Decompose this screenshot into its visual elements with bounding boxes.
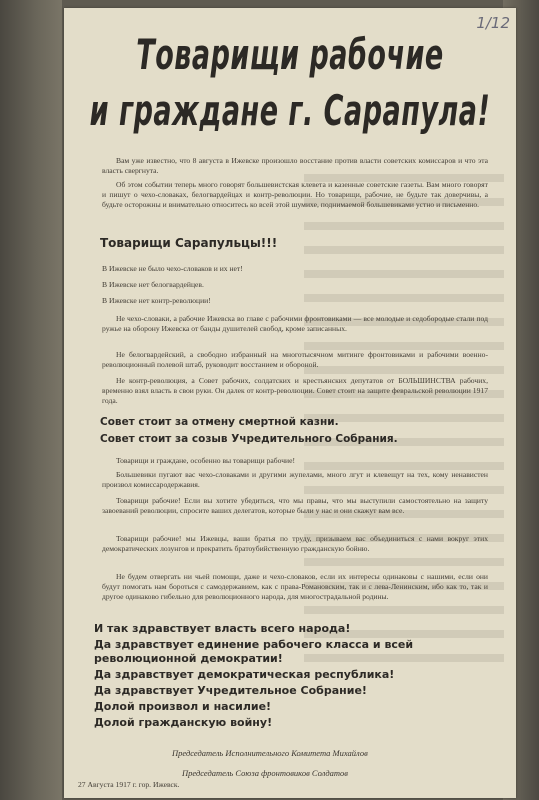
left-margin-strip: [0, 0, 62, 800]
soviet-line-1: Совет стоит за отмену смертной казни.: [100, 416, 339, 428]
body2-paragraph-1: Товарищи и граждане, особенно вы товарищи рабочие!: [116, 456, 295, 465]
body-paragraph-1: Не чехо-словаки, а рабочие Ижевска во главе с рабочими фронтовиками — все молодые и седобородые стали под ружье на оборону Ижевска от банды душителей свобод, кроме записанных.: [102, 314, 488, 334]
body-paragraph-2: Не белогвардейский, а свободно избранный на многотысячном митинге фронтовиками и рабочими военно-революционный полевой штаб, руководит восстанием и обороной.: [102, 350, 488, 370]
short-line-2: В Ижевске нет белогвардейцев.: [102, 280, 204, 289]
soviet-line-2: Совет стоит за созыв Учредительного Собрания.: [100, 433, 398, 445]
subheading: Товарищи Сарапульцы!!!: [100, 236, 278, 250]
slogan-5: Долой произвол и насилие!: [94, 700, 272, 713]
slogan-4: Да здравствует Учредительное Собрание!: [94, 684, 367, 697]
signature-chairman: Председатель Исполнительного Комитета Михайлов: [172, 748, 368, 758]
intro-paragraph-1: Вам уже известно, что 8 августа в Ижевске произошло восстание против власти советских комиссаров и что эта власть свергнута.: [102, 156, 488, 176]
body-paragraph-3: Не контр-революция, а Совет рабочих, солдатских и крестьянских депутатов от БОЛЬШИНСТВА рабочих, временно взял власть в свои руки. Он далек от контр-революции. Совет стоит на защите февральской революции 1917 года.: [102, 376, 488, 406]
short-line-3: В Ижевске нет контр-революции!: [102, 296, 211, 305]
slogan-3: Да здравствует демократическая республика!: [94, 668, 395, 681]
title-line-1: Товарищи рабочие: [136, 32, 444, 81]
leaflet-page: [64, 8, 516, 798]
slogan-6: Долой гражданскую войну!: [94, 716, 273, 729]
title-line-2: и граждане г. Сарапула!: [89, 88, 491, 137]
slogan-1: И так здравствует власть всего народа!: [94, 622, 351, 635]
slogan-2: Да здравствует единение рабочего класса и всей революционной демократии!: [94, 638, 414, 665]
date-line: 27 Августа 1917 г. гор. Ижевск.: [78, 780, 180, 789]
body2-paragraph-5: Не будем отвергать ни чьей помощи, даже и чехо-словаков, если их интересы одинаковы с нашими, если они будут помогать нам бороться с самодержавием, как с права-Романовским, так и с лева-Ленинским, ибо как то, так и другое одинаково гибельно для революционного народа, для многострадальной родины.: [102, 572, 488, 602]
archive-number: 1/12: [476, 14, 510, 32]
intro-paragraph-2: Об этом событии теперь много говорят большевистская клевета и казенные советские газеты. Вам много говорят и пишут о чехо-словаках, белогвардейцах и контр-революции. Но товарищи, рабочие, не будьте так доверчивы, а будьте осторожны и внимательно относитесь ко всей этой шумихе, поднимаемой большевиками устно и письменно.: [102, 180, 488, 210]
signature-frontline: Председатель Союза фронтовиков Солдатов: [182, 768, 348, 778]
body2-paragraph-4: Товарищи рабочие! мы Ижевцы, ваши братья по труду, призываем вас объединиться с нами вокруг этих демократических лозунгов и прекратить братоубийственную гражданскую бойню.: [102, 534, 488, 554]
body2-paragraph-3: Товарищи рабочие! Если вы хотите убедиться, что мы правы, что мы выступили самостоятельно на защиту завоеваний революции, спросите ваших делегатов, которые были у нас и они скажут вам все.: [102, 496, 488, 516]
body2-paragraph-2: Большевики пугают вас чехо-словаками и другими жупелами, много лгут и клевещут на тех, кому ненавистен произвол комиссародержавия.: [102, 470, 488, 490]
short-line-1: В Ижевске не было чехо-словаков и их нет!: [102, 264, 243, 273]
